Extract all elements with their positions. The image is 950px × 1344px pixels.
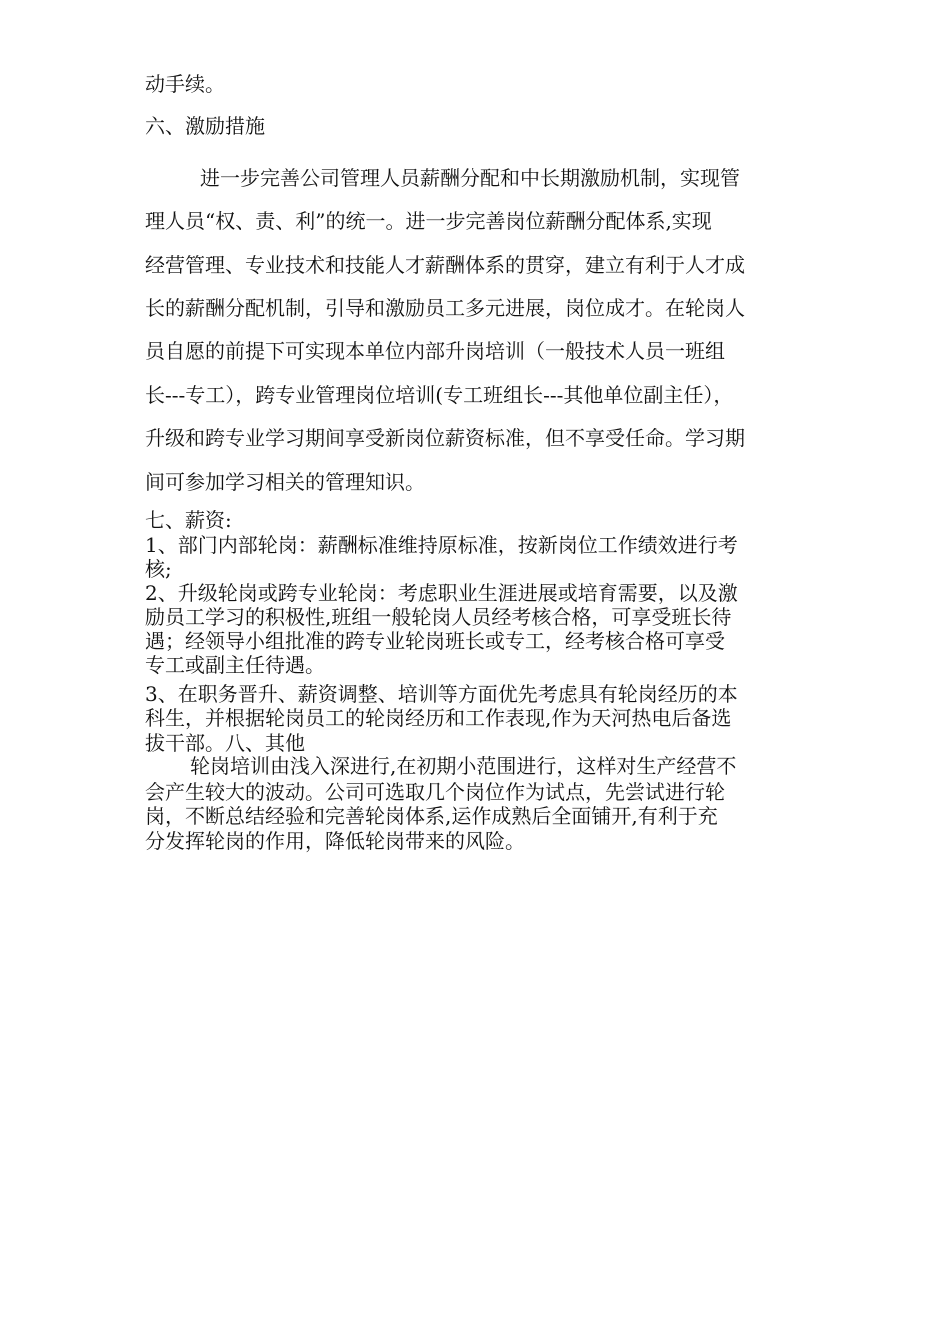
- text-line-23: 岗，不断总结经验和完善轮岗体系,运作成熟后全面铺开,有利于充: [145, 804, 718, 828]
- text-line-4: 理人员“权、责、利”的统一。进一步完善岗位薪酬分配体系,实现: [145, 209, 712, 233]
- text-line-16: 遇；经领导小组批准的跨专业轮岗班长或专工，经考核合格可享受: [145, 629, 725, 653]
- text-line-21: 轮岗培训由浅入深进行,在初期小范围进行，这样对生产经营不: [190, 754, 737, 778]
- text-line-18: 3、在职务晋升、薪资调整、培训等方面优先考虑具有轮岗经历的本: [145, 682, 738, 706]
- text-line-9: 升级和跨专业学习期间享受新岗位薪资标准，但不享受任命。学习期: [145, 426, 745, 450]
- text-line-13: 核;: [145, 557, 172, 581]
- text-line-3: 进一步完善公司管理人员薪酬分配和中长期激励机制，实现管: [200, 166, 740, 190]
- text-line-5: 经营管理、专业技术和技能人才薪酬体系的贯穿，建立有利于人才成: [145, 253, 745, 277]
- text-line-7: 员自愿的前提下可实现本单位内部升岗培训（一般技术人员一班组: [145, 339, 725, 363]
- text-line-17: 专工或副主任待遇。: [145, 653, 325, 677]
- text-line-24: 分发挥轮岗的作用，降低轮岗带来的风险。: [145, 829, 525, 853]
- text-line-6: 长的薪酬分配机制，引导和激励员工多元进展，岗位成才。在轮岗人: [145, 296, 745, 320]
- text-line-22: 会产生较大的波动。公司可选取几个岗位作为试点，先尝试进行轮: [145, 780, 725, 804]
- text-line-8: 长---专工），跨专业管理岗位培训(专工班组长---其他单位副主任），: [145, 383, 734, 407]
- text-line-1: 动手续。: [145, 72, 225, 96]
- text-line-12: 1、部门内部轮岗：薪酬标准维持原标准，按新岗位工作绩效进行考: [145, 533, 738, 557]
- text-line-20: 拔干部。八、其他: [145, 731, 305, 755]
- text-line-19: 科生，并根据轮岗员工的轮岗经历和工作表现,作为天河热电后备选: [145, 706, 732, 730]
- section-heading-salary: 七、薪资:: [145, 508, 232, 532]
- text-line-10: 间可参加学习相关的管理知识。: [145, 470, 425, 494]
- text-line-15: 励员工学习的积极性,班组一般轮岗人员经考核合格，可享受班长待: [145, 605, 732, 629]
- section-heading-incentives: 六、激励措施: [145, 114, 265, 138]
- text-line-14: 2、升级轮岗或跨专业轮岗：考虑职业生涯进展或培育需要，以及激: [145, 581, 738, 605]
